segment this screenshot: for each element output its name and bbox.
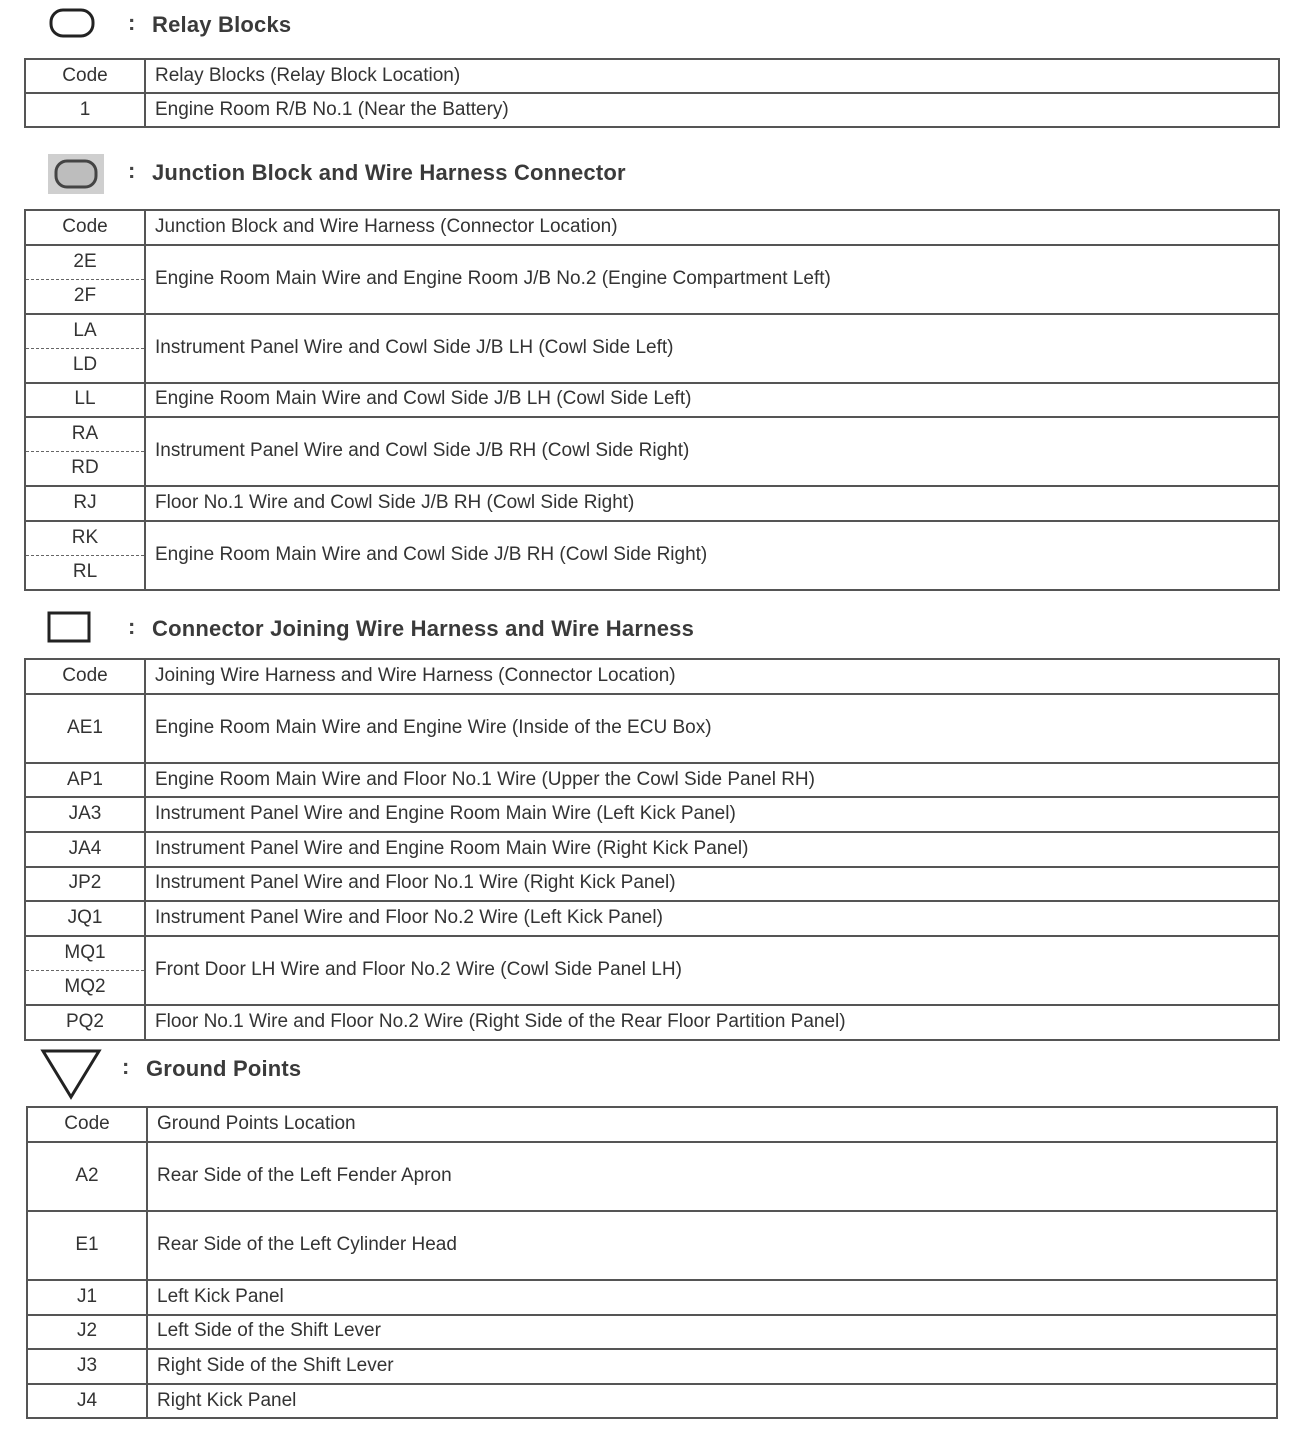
table-row	[27, 1280, 1277, 1315]
row-description: Engine Room Main Wire and Cowl Side J/B RH (Cowl Side Right)	[145, 521, 1279, 590]
table-row	[27, 1211, 1277, 1280]
relay-block-symbol-icon	[48, 4, 96, 43]
table-row	[27, 1315, 1277, 1350]
section-heading	[0, 4, 1312, 44]
row-description: Engine Room Main Wire and Engine Wire (Inside of the ECU Box)	[145, 694, 1279, 763]
table-row	[25, 936, 1279, 971]
row-code: JA3	[25, 797, 145, 832]
row-description: Left Kick Panel	[147, 1280, 1277, 1315]
row-description: Instrument Panel Wire and Floor No.1 Wire (Right Kick Panel)	[145, 867, 1279, 902]
table-row	[25, 486, 1279, 521]
row-code: J1	[27, 1280, 147, 1315]
row-code: AP1	[25, 763, 145, 798]
row-description: Instrument Panel Wire and Cowl Side J/B LH (Cowl Side Left)	[145, 314, 1279, 383]
row-description: Floor No.1 Wire and Cowl Side J/B RH (Cowl Side Right)	[145, 486, 1279, 521]
row-code: J3	[27, 1349, 147, 1384]
row-code: A2	[27, 1142, 147, 1211]
section-colon: :	[128, 10, 136, 35]
row-description: Right Kick Panel	[147, 1384, 1277, 1419]
table-row	[27, 1142, 1277, 1211]
section-heading	[0, 1048, 1312, 1088]
row-code: MQ2	[25, 970, 145, 1005]
table-row	[25, 832, 1279, 867]
table-row	[27, 1384, 1277, 1419]
table-row	[25, 763, 1279, 798]
section-title: Ground Points	[146, 1056, 302, 1081]
header-code: Code	[27, 1107, 147, 1142]
row-code: RK	[25, 521, 145, 556]
location-table	[24, 658, 1280, 1041]
section-title: Junction Block and Wire Harness Connector	[152, 160, 626, 185]
row-code: JA4	[25, 832, 145, 867]
row-code: 1	[25, 93, 145, 127]
header-code: Code	[25, 210, 145, 245]
table-row	[25, 901, 1279, 936]
row-code: RJ	[25, 486, 145, 521]
header-description: Relay Blocks (Relay Block Location)	[145, 59, 1279, 93]
row-description: Engine Room R/B No.1 (Near the Battery)	[145, 93, 1279, 127]
header-description: Joining Wire Harness and Wire Harness (Connector Location)	[145, 659, 1279, 694]
junction-block-symbol-icon	[46, 152, 106, 201]
section-colon: :	[122, 1054, 130, 1079]
row-code: MQ1	[25, 936, 145, 971]
row-code: J4	[27, 1384, 147, 1419]
row-description: Left Side of the Shift Lever	[147, 1315, 1277, 1350]
location-table	[24, 58, 1280, 128]
location-table	[26, 1106, 1278, 1419]
row-code: LD	[25, 348, 145, 383]
table-header-row	[25, 59, 1279, 93]
connector-symbol-icon	[46, 608, 94, 649]
row-description: Right Side of the Shift Lever	[147, 1349, 1277, 1384]
row-code: 2F	[25, 279, 145, 314]
row-description: Rear Side of the Left Cylinder Head	[147, 1211, 1277, 1280]
row-description: Rear Side of the Left Fender Apron	[147, 1142, 1277, 1211]
table-row	[25, 521, 1279, 556]
header-code: Code	[25, 59, 145, 93]
row-code: PQ2	[25, 1005, 145, 1040]
row-code: LA	[25, 314, 145, 349]
section-title: Relay Blocks	[152, 12, 292, 37]
row-code: E1	[27, 1211, 147, 1280]
row-code: 2E	[25, 245, 145, 280]
table-row	[25, 383, 1279, 418]
section-heading	[0, 608, 1312, 648]
table-row	[25, 694, 1279, 763]
row-description: Engine Room Main Wire and Cowl Side J/B LH (Cowl Side Left)	[145, 383, 1279, 418]
row-description: Instrument Panel Wire and Floor No.2 Wire (Left Kick Panel)	[145, 901, 1279, 936]
ground-point-symbol-icon	[40, 1048, 102, 1105]
section-title: Connector Joining Wire Harness and Wire Harness	[152, 616, 695, 641]
table-row	[27, 1349, 1277, 1384]
table-header-row	[25, 210, 1279, 245]
row-description: Instrument Panel Wire and Engine Room Main Wire (Left Kick Panel)	[145, 797, 1279, 832]
row-code: LL	[25, 383, 145, 418]
row-code: JP2	[25, 867, 145, 902]
location-table	[24, 209, 1280, 591]
table-header-row	[25, 659, 1279, 694]
table-row	[25, 245, 1279, 280]
row-description: Instrument Panel Wire and Engine Room Main Wire (Right Kick Panel)	[145, 832, 1279, 867]
table-row	[25, 314, 1279, 349]
row-code: RA	[25, 417, 145, 452]
table-row	[25, 417, 1279, 452]
row-code: JQ1	[25, 901, 145, 936]
table-row	[25, 797, 1279, 832]
row-code: J2	[27, 1315, 147, 1350]
table-row	[25, 867, 1279, 902]
row-description: Floor No.1 Wire and Floor No.2 Wire (Right Side of the Rear Floor Partition Panel)	[145, 1005, 1279, 1040]
row-description: Instrument Panel Wire and Cowl Side J/B RH (Cowl Side Right)	[145, 417, 1279, 486]
row-description: Engine Room Main Wire and Floor No.1 Wire (Upper the Cowl Side Panel RH)	[145, 763, 1279, 798]
table-row	[25, 1005, 1279, 1040]
row-code: RD	[25, 452, 145, 487]
table-row	[25, 93, 1279, 127]
header-description: Ground Points Location	[147, 1107, 1277, 1142]
table-header-row	[27, 1107, 1277, 1142]
section-colon: :	[128, 614, 136, 639]
header-code: Code	[25, 659, 145, 694]
row-code: AE1	[25, 694, 145, 763]
section-heading	[0, 152, 1312, 192]
row-description: Engine Room Main Wire and Engine Room J/B No.2 (Engine Compartment Left)	[145, 245, 1279, 314]
row-description: Front Door LH Wire and Floor No.2 Wire (Cowl Side Panel LH)	[145, 936, 1279, 1005]
section-colon: :	[128, 158, 136, 183]
header-description: Junction Block and Wire Harness (Connector Location)	[145, 210, 1279, 245]
row-code: RL	[25, 555, 145, 590]
